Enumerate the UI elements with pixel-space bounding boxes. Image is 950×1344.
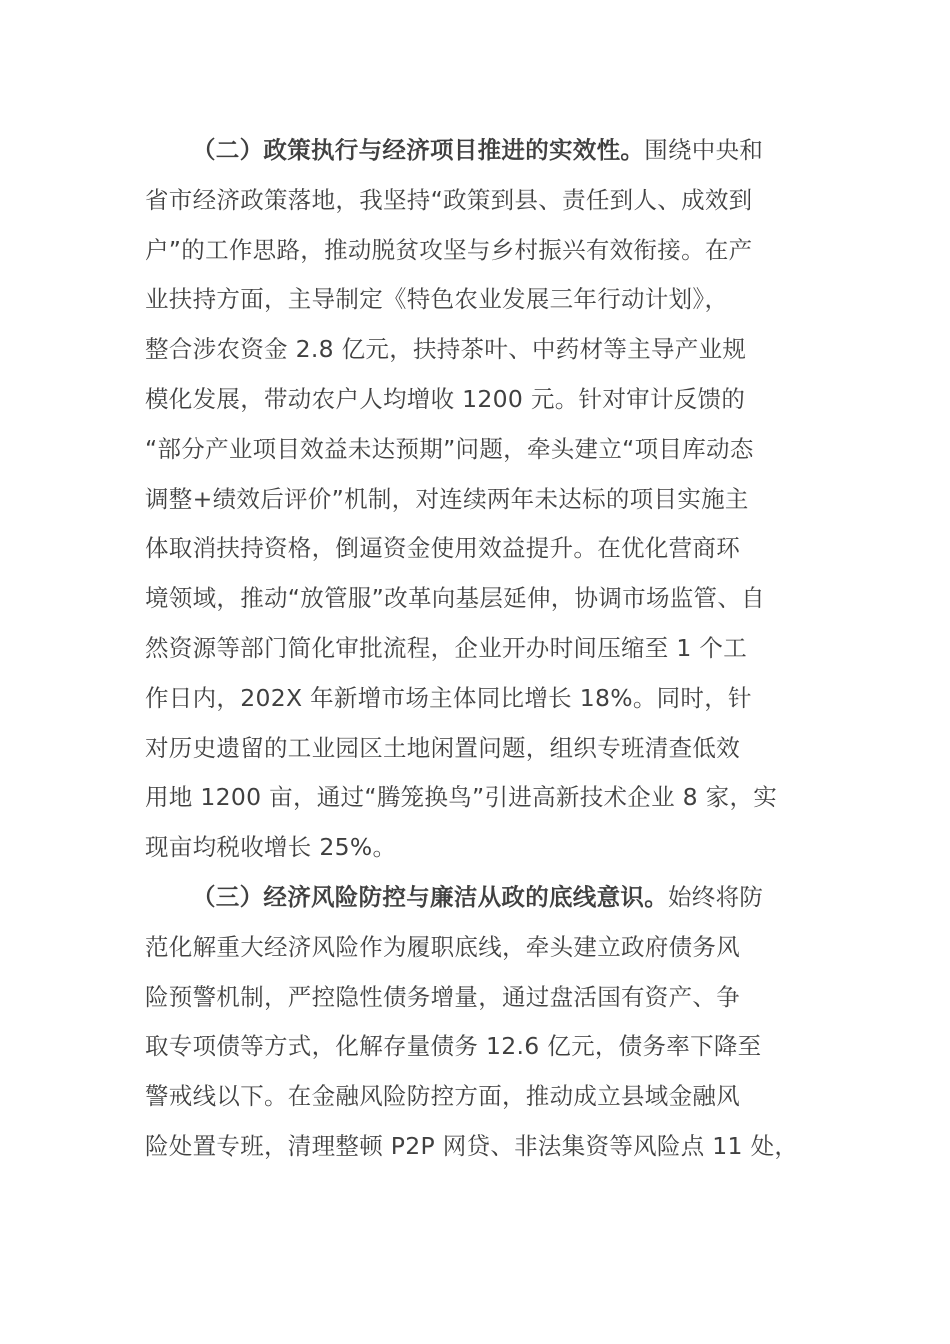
paragraph-text: 围绕中央和	[644, 136, 764, 164]
paragraph-line	[145, 873, 835, 923]
paragraph-line: 境领域，推动“放管服”改革向基层延伸，协调市场监管、自	[145, 584, 765, 613]
paragraph-line: 作日内，202X 年新增市场主体同比增长 18%。同时，针	[145, 683, 752, 712]
section-heading: （二）政策执行与经济项目推进的实效性。	[192, 136, 645, 164]
paragraph-line: 体取消扶持资格，倒逼资金使用效益提升。在优化营商环	[145, 534, 740, 563]
paragraph-line: 现亩均税收增长 25%。	[145, 833, 397, 862]
paragraph-line: 险预警机制，严控隐性债务增量，通过盘活国有资产、争	[145, 982, 740, 1011]
section-heading: （三）经济风险防控与廉洁从政的底线意识。	[192, 882, 668, 911]
paragraph-line: 模化发展，带动农户人均增收 1200 元。针对审计反馈的	[145, 384, 746, 413]
paragraph-line: 取专项债等方式，化解存量债务 12.6 亿元，债务率下降至	[145, 1032, 762, 1061]
paragraph-text: 始终将防	[668, 882, 764, 911]
paragraph-line: 户”的工作思路，推动脱贫攻坚与乡村振兴有效衔接。在产	[145, 235, 753, 264]
paragraph-line: 用地 1200 亩，通过“腾笼换鸟”引进高新技术企业 8 家，实	[145, 783, 778, 812]
paragraph-line: 范化解重大经济风险作为履职底线，牵头建立政府债务风	[145, 932, 740, 961]
paragraph-line	[145, 126, 835, 176]
paragraph-line: 险处置专班，清理整顿 P2P 网贷、非法集资等风险点 11 处，	[145, 1131, 799, 1160]
paragraph-line: 整合涉农资金 2.8 亿元，扶持茶叶、中药材等主导产业规	[145, 335, 747, 364]
document-body	[145, 126, 835, 1172]
paragraph-line: 对历史遗留的工业园区土地闲置问题，组织专班清查低效	[145, 733, 740, 762]
paragraph-line: 警戒线以下。在金融风险防控方面，推动成立县域金融风	[145, 1082, 740, 1111]
paragraph-line: 省市经济政策落地，我坚持“政策到县、责任到人、成效到	[145, 185, 753, 214]
paragraph-line: 调整+绩效后评价”机制，对连续两年未达标的项目实施主	[145, 484, 749, 513]
paragraph-line: “部分产业项目效益未达预期”问题，牵头建立“项目库动态	[145, 434, 754, 463]
paragraph-line: 然资源等部门简化审批流程，企业开办时间压缩至 1 个工	[145, 633, 747, 662]
paragraph-line: 业扶持方面，主导制定《特色农业发展三年行动计划》，	[145, 285, 729, 314]
